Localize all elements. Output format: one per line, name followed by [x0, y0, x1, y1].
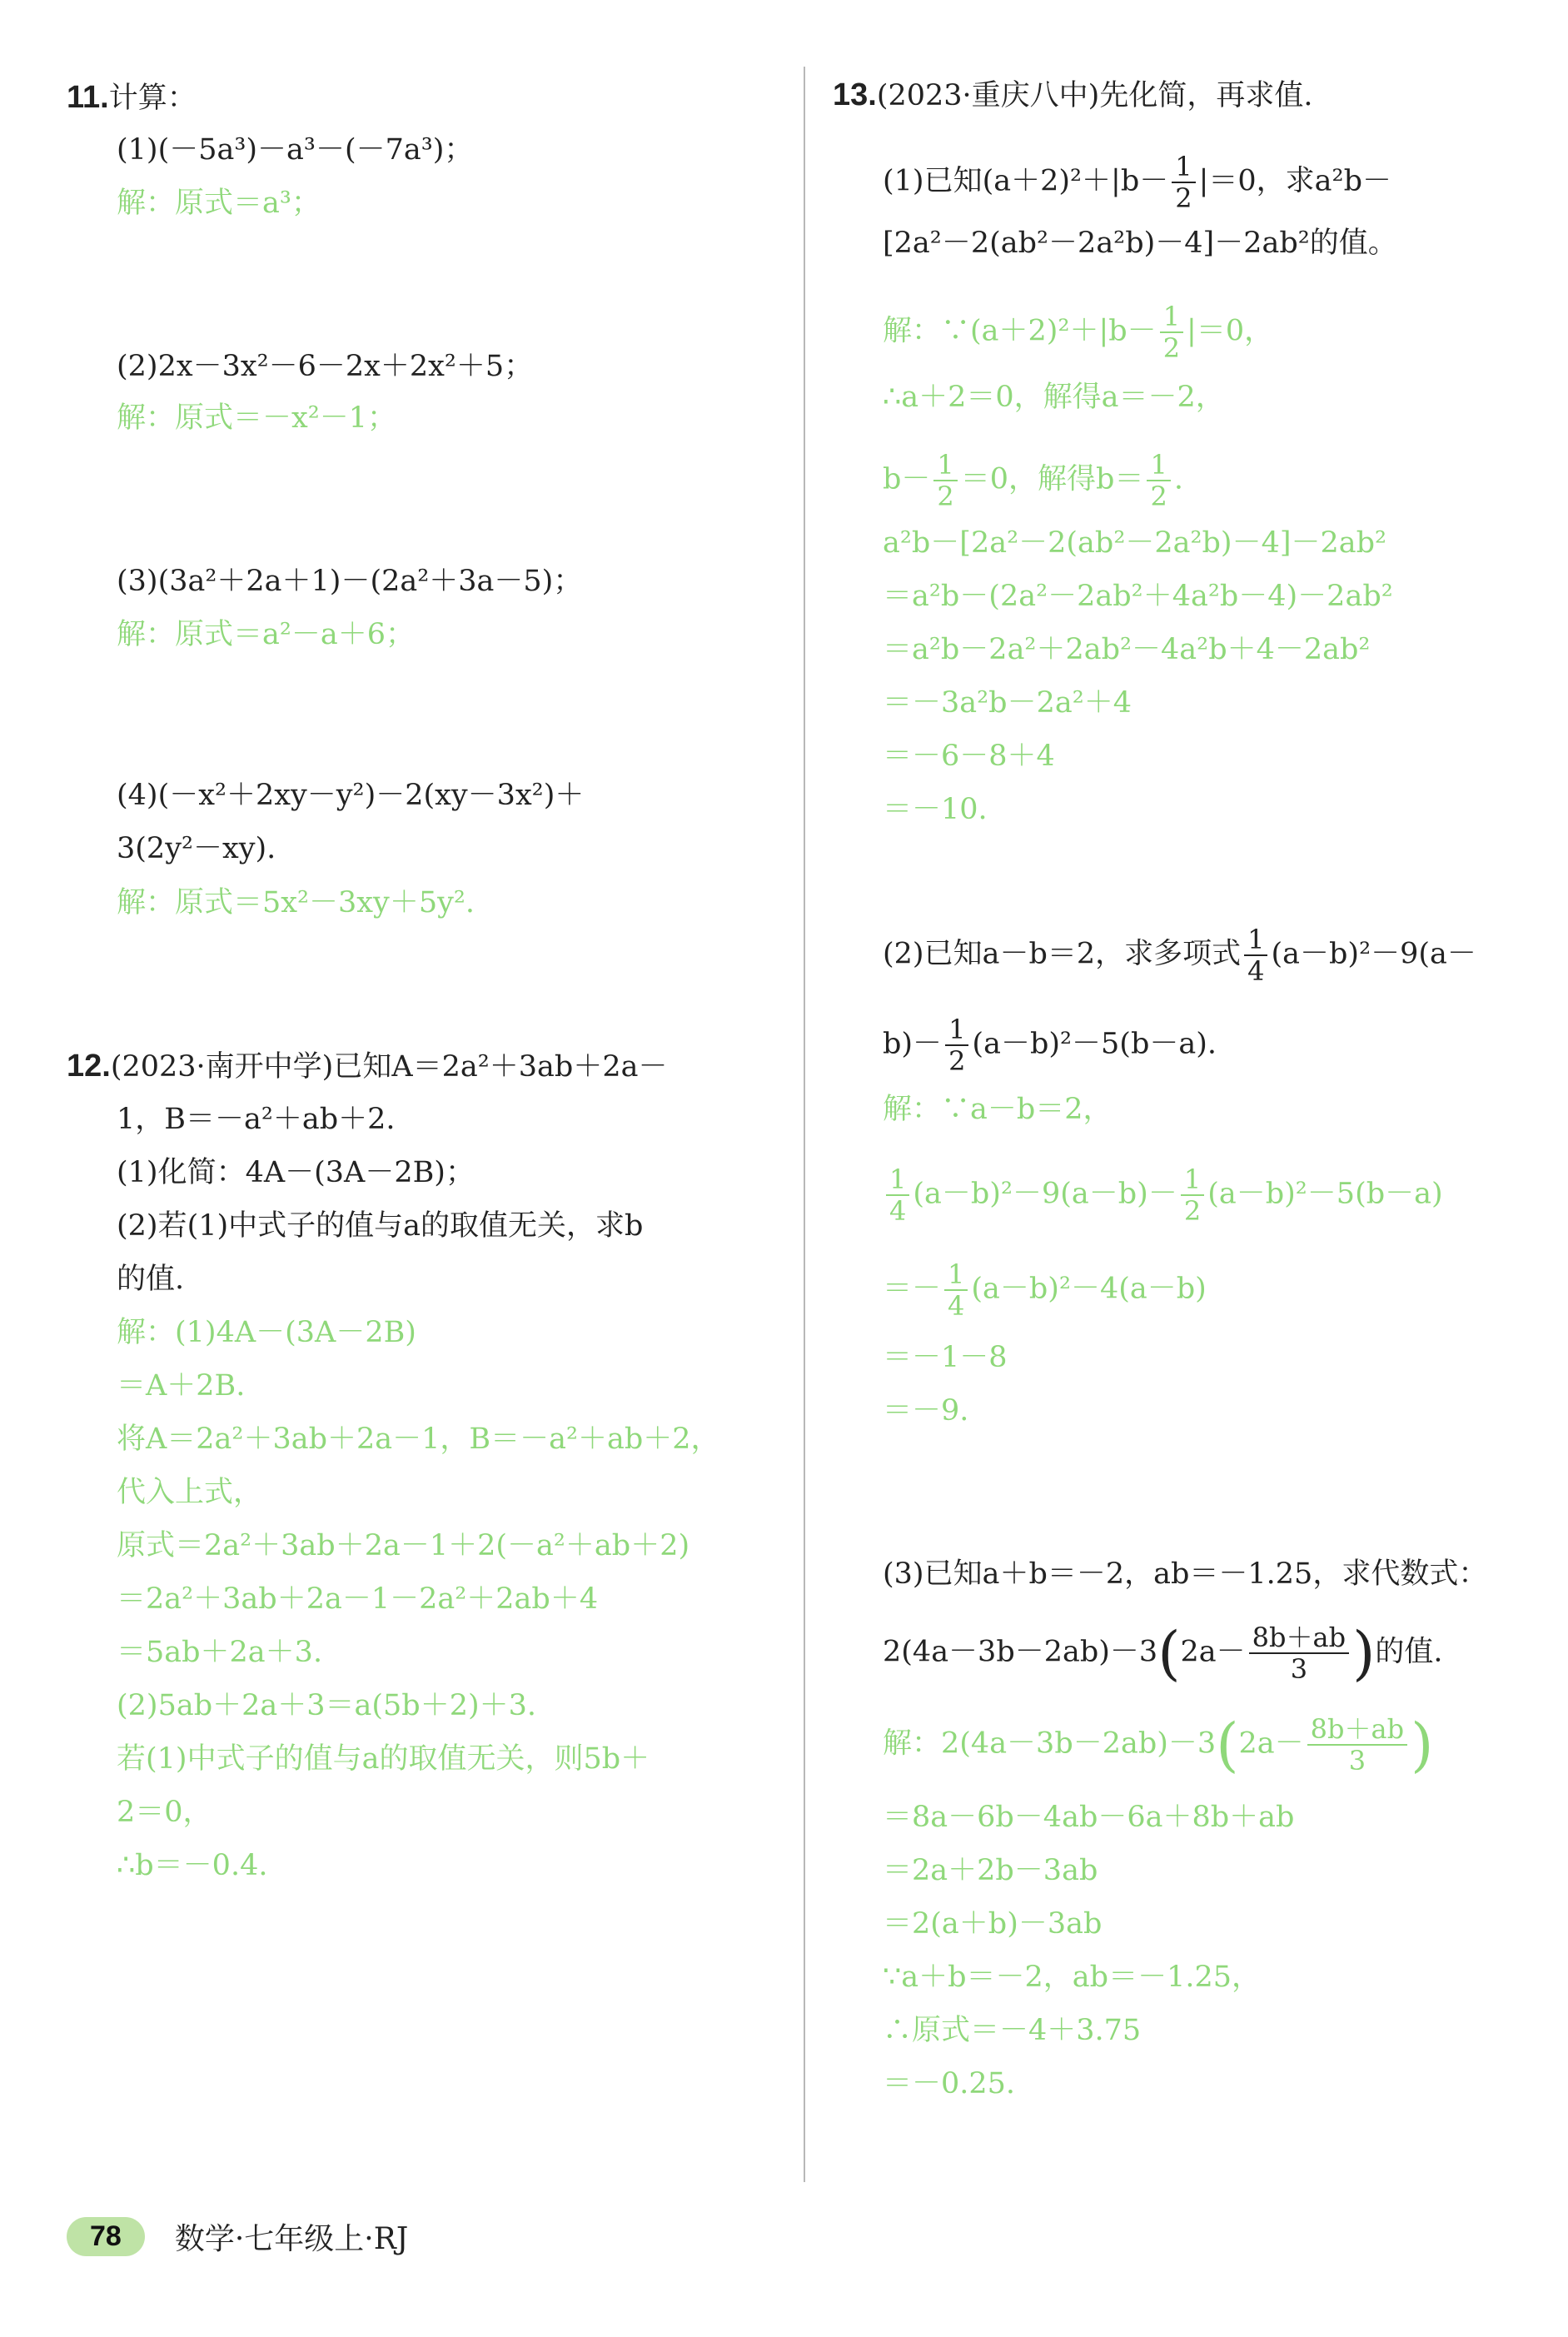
q11-heading — [67, 79, 197, 117]
frac-den: 3 — [1348, 1745, 1366, 1776]
frac-num: 8b＋ab — [1249, 1622, 1349, 1654]
frac-num: 1 — [1244, 924, 1267, 956]
fraction-half — [945, 1014, 968, 1076]
q12-stem: (2023·南开中学)已知A＝2a²＋3ab＋2a－ — [110, 1050, 668, 1084]
q13-answer2-line1: 解：∵a－b＝2， — [883, 1093, 1113, 1126]
frac-num: 1 — [933, 450, 957, 481]
q13-part3-line2 — [883, 1619, 1443, 1687]
frac-num: 1 — [1172, 152, 1195, 183]
q13-answer3-line5: ∵a＋b＝－2，ab＝－1.25， — [883, 1961, 1262, 1994]
p3-l2-pre: 2(4a－3b－2ab)－3 — [883, 1635, 1158, 1669]
q11-part2: (2)2x－3x²－6－2x＋2x²＋5； — [117, 350, 534, 383]
q12-solution-5: 原式＝2a²＋3ab＋2a－1＋2(－a²＋ab＋2) — [117, 1529, 690, 1562]
q13-part2-line2 — [883, 1014, 1217, 1076]
fraction-quarter — [1244, 924, 1267, 986]
frac-den: 2 — [937, 481, 954, 512]
frac-num: 1 — [1147, 450, 1170, 481]
q13-part1-line1 — [883, 152, 1391, 213]
q13-answer1-line4: a²b－[2a²－2(ab²－2a²b)－4]－2ab² — [883, 526, 1387, 560]
a2-l3-post: (a－b)²－4(a－b) — [971, 1272, 1207, 1306]
q13-answer3-line6: ∴原式＝－4＋3.75 — [883, 2014, 1142, 2047]
left-paren: ( — [1157, 1619, 1181, 1687]
q13-answer2-line5: ＝－9. — [883, 1394, 969, 1428]
frac-num: 1 — [944, 1259, 968, 1291]
p2-pre: (2)已知a－b＝2，求多项式 — [883, 937, 1242, 971]
q12-solution-9: 若(1)中式子的值与a的取值无关，则5b＋ — [117, 1742, 650, 1776]
q13-answer3-line3: ＝2a＋2b－3ab — [883, 1854, 1098, 1887]
q12-solution-6: ＝2a²＋3ab＋2a－1－2a²＋2ab＋4 — [117, 1582, 599, 1616]
q13-answer2-line3 — [883, 1259, 1207, 1321]
frac-num: 1 — [1160, 301, 1183, 333]
left-paren: ( — [1216, 1711, 1239, 1779]
a2-l2-mid: (a－b)²－9(a－b)－ — [913, 1177, 1177, 1211]
q11-part4-line1: (4)(－x²＋2xy－y²)－2(xy－3x²)＋ — [117, 779, 585, 812]
q13-answer1-line2: ∴a＋2＝0，解得a＝－2， — [883, 381, 1225, 414]
q13-answer1-line1 — [883, 301, 1273, 363]
q12-solution-4: 代入上式， — [117, 1476, 263, 1509]
q12-line1 — [67, 1048, 667, 1085]
q13-part3-line1: (3)已知a＋b＝－2，ab＝－1.25，求代数式： — [883, 1557, 1488, 1591]
q12-line3: (1)化简：4A－(3A－2B)； — [117, 1156, 475, 1189]
fraction-quarter — [944, 1259, 968, 1321]
frac-den: 2 — [1183, 1195, 1202, 1227]
q13-answer1-line5: ＝a²b－(2a²－2ab²＋4a²b－4)－2ab² — [883, 580, 1393, 613]
q12-line4: (2)若(1)中式子的值与a的取值无关，求b — [117, 1209, 644, 1243]
a1-l1-post: |＝0， — [1187, 314, 1274, 348]
q11-title: 计算： — [108, 82, 197, 115]
frac-den: 2 — [1162, 332, 1181, 364]
a3-l1-pre: 解：2(4a－3b－2ab)－3 — [883, 1727, 1217, 1761]
p2-l2-post: (a－b)²－5(b－a). — [972, 1027, 1217, 1061]
q12-solution-1: 解：(1)4A－(3A－2B) — [117, 1316, 416, 1349]
q13-p1-post: |＝0，求a²b－ — [1198, 164, 1391, 198]
column-divider — [804, 67, 805, 2182]
fraction-half — [1181, 1164, 1204, 1226]
fraction-half — [1172, 152, 1195, 213]
p2-post: (a－b)²－9(a－ — [1271, 937, 1476, 971]
q11-answer2: 解：原式＝－x²－1； — [117, 401, 397, 435]
q11-answer4: 解：原式＝5x²－3xy＋5y². — [117, 886, 475, 919]
frac-num: 1 — [1181, 1164, 1204, 1196]
q13-answer3-line1 — [883, 1711, 1434, 1779]
q12-solution-2: ＝A＋2B. — [117, 1369, 246, 1403]
q12-solution-11: ∴b＝－0.4. — [117, 1849, 268, 1882]
a3-l1-in: 2a－ — [1238, 1727, 1304, 1761]
a2-l2-post: (a－b)²－5(b－a) — [1207, 1177, 1443, 1211]
q13-part1-line2: [2a²－2(ab²－2a²b)－4]－2ab²的值。 — [883, 227, 1397, 260]
frac-den: 2 — [1175, 182, 1192, 214]
frac-den: 2 — [948, 1045, 966, 1077]
page-number: 78 — [67, 2217, 145, 2256]
right-paren: ) — [1411, 1711, 1434, 1779]
q13-answer3-line4: ＝2(a＋b)－3ab — [883, 1907, 1103, 1941]
frac-den: 2 — [1150, 481, 1167, 512]
fraction-half — [1147, 450, 1170, 511]
q13-answer1-line7: ＝－3a²b－2a²＋4 — [883, 686, 1132, 720]
q12-number: 12. — [67, 1049, 111, 1084]
a1-l1-pre: 解：∵(a＋2)²＋|b－ — [883, 314, 1157, 348]
frac-den: 3 — [1290, 1653, 1308, 1685]
q11-answer3: 解：原式＝a²－a＋6； — [117, 618, 416, 651]
q13-p1-pre: (1)已知(a＋2)²＋|b－ — [883, 164, 1169, 198]
p3-l2-in: 2a－ — [1180, 1635, 1246, 1669]
p3-l2-post: 的值. — [1375, 1635, 1443, 1669]
frac-den: 4 — [889, 1195, 907, 1227]
a1-l3-post: . — [1173, 462, 1183, 496]
page-footer — [67, 2211, 408, 2261]
frac-den: 4 — [1247, 955, 1265, 987]
a2-l3-pre: ＝－ — [883, 1272, 942, 1306]
frac-den: 4 — [948, 1290, 965, 1322]
q11-answer1: 解：原式＝a³； — [117, 187, 321, 220]
q12-solution-3: 将A＝2a²＋3ab＋2a－1，B＝－a²＋ab＋2， — [117, 1423, 720, 1456]
q12-solution-7: ＝5ab＋2a＋3. — [117, 1636, 323, 1669]
fraction-8b-ab — [1249, 1622, 1349, 1684]
q13-answer1-line6: ＝a²b－2a²＋2ab²－4a²b＋4－2ab² — [883, 633, 1371, 666]
q13-answer3-line7: ＝－0.25. — [883, 2067, 1016, 2100]
q11-part4-line2: 3(2y²－xy). — [117, 832, 276, 865]
p2-l2-pre: b)－ — [883, 1027, 943, 1061]
q13-title: (2023·重庆八中)先化简，再求值. — [876, 79, 1313, 112]
q13-answer2-line2 — [883, 1164, 1443, 1226]
q11-part3: (3)(3a²＋2a＋1)－(2a²＋3a－5)； — [117, 565, 583, 598]
q13-heading — [833, 77, 1312, 114]
right-paren: ) — [1352, 1619, 1376, 1687]
q12-solution-8: (2)5ab＋2a＋3＝a(5b＋2)＋3. — [117, 1689, 537, 1722]
q11-number: 11. — [67, 80, 109, 115]
q13-number: 13. — [833, 77, 877, 112]
book-title: 数学·七年级上·RJ — [174, 2221, 409, 2256]
q13-answer1-line3 — [883, 450, 1183, 511]
q13-answer2-line4: ＝－1－8 — [883, 1341, 1008, 1374]
q11-part1: (1)(－5a³)－a³－(－7a³)； — [117, 133, 474, 167]
frac-num: 1 — [886, 1164, 909, 1196]
fraction-half — [1160, 301, 1183, 363]
a1-l3-mid: ＝0，解得b＝ — [960, 462, 1144, 496]
q13-answer1-line9: ＝－10. — [883, 793, 988, 826]
fraction-quarter — [886, 1164, 909, 1226]
q12-line2: 1，B＝－a²＋ab＋2. — [117, 1103, 396, 1136]
frac-num: 8b＋ab — [1307, 1714, 1407, 1746]
q12-solution-10: 2＝0， — [117, 1796, 212, 1829]
frac-num: 1 — [945, 1014, 968, 1046]
q13-answer3-line2: ＝8a－6b－4ab－6a＋8b＋ab — [883, 1801, 1295, 1834]
q12-line5: 的值. — [117, 1263, 185, 1296]
fraction-half — [933, 450, 957, 511]
q13-answer1-line8: ＝－6－8＋4 — [883, 740, 1055, 773]
a1-l3-pre: b－ — [883, 462, 931, 496]
q13-part2-line1 — [883, 924, 1476, 986]
fraction-8b-ab — [1307, 1714, 1407, 1776]
